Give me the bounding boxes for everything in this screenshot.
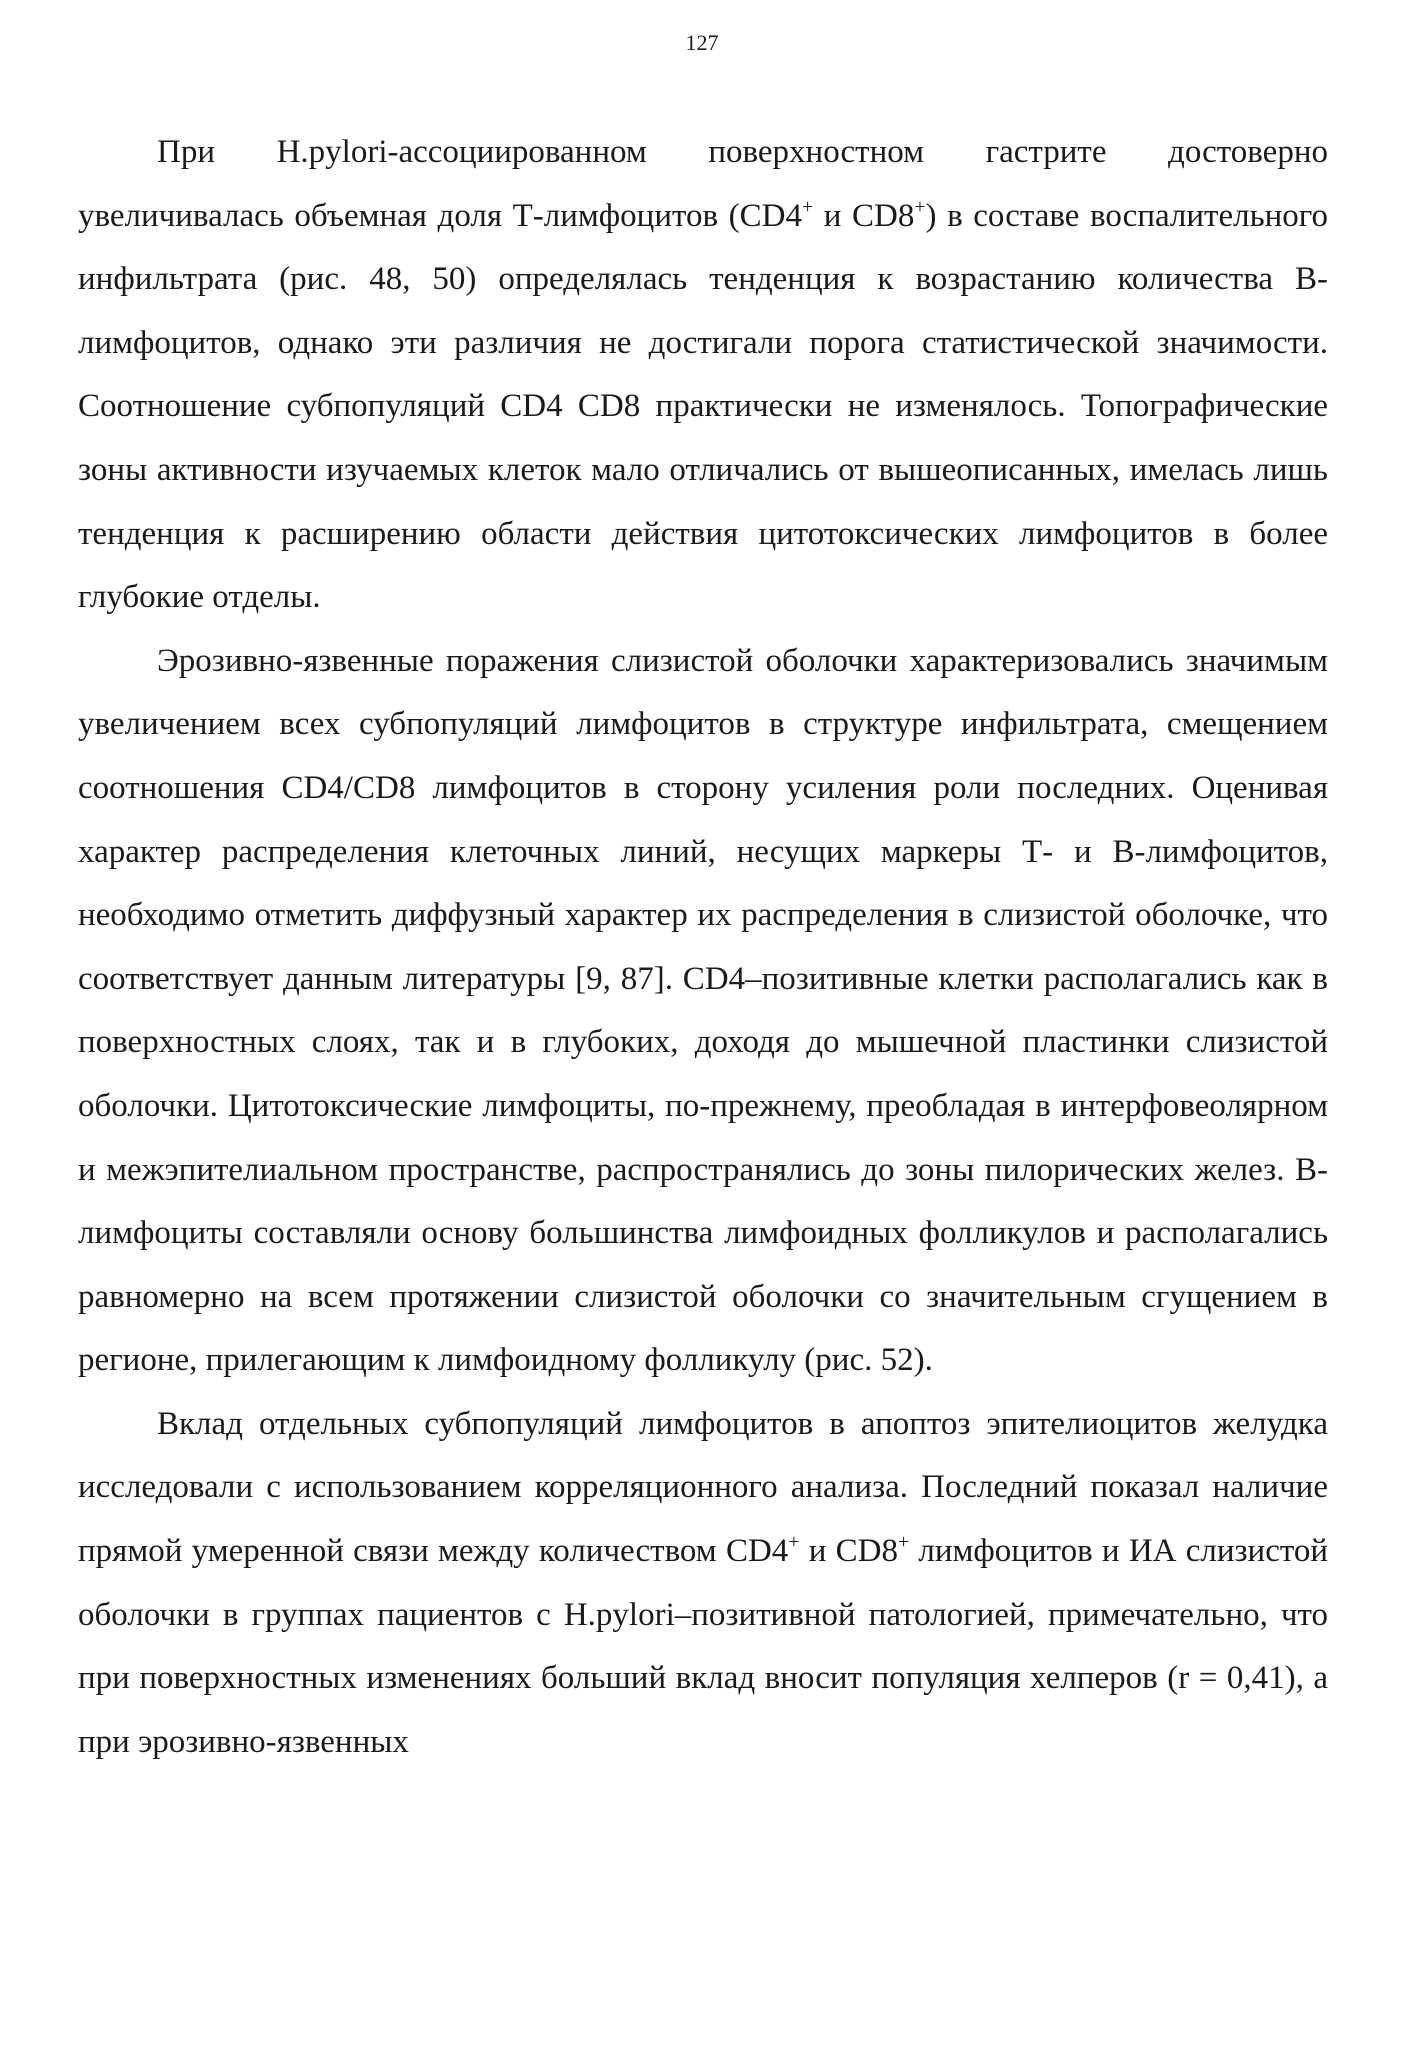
superscript: + (897, 1531, 910, 1554)
paragraph-3 (78, 1393, 1328, 1775)
body-text (78, 121, 1328, 1774)
text-run: и CD8 (799, 1533, 898, 1570)
text-run: ) в составе воспалительного инфильтрата (рис. 48, 50) определялась тенденция к возрастанию количества В-лимфоцитов, однако эти различия не достигали порога статистической значимости. Соотношение субпопуляций CD4 CD8 практически не изменялось. Топографические зоны активности изучаемых клеток мало отличались от вышеописанных, имелась лишь тенденция к расширению области действия цитотоксических лимфоцитов в более глубокие отделы. (78, 197, 1328, 616)
paragraph-2 (78, 630, 1328, 1393)
superscript: + (802, 195, 814, 218)
text-run: лимфоцитов и ИА слизистой оболочки в группах пациентов с H.pylori–позитивной патологией, примечательно, что при поверхностных изменениях больший вклад вносит популяция хелперов (r = 0,41), а при эрозивно-язвенных (78, 1533, 1328, 1760)
page-number: 127 (685, 30, 719, 55)
superscript: + (914, 195, 926, 218)
text-run: При H.pylori-ассоциированном поверхностном гастрите достоверно увеличивалась объемная доля Т-лимфоцитов (CD4 (78, 134, 1328, 234)
text-run: и CD8 (813, 197, 915, 234)
paragraph-1 (78, 121, 1328, 630)
text-run: Вклад отдельных субпопуляций лимфоцитов в апоптоз эпителиоцитов желудка исследовали с использованием корреляционного анализа. Последний показал наличие прямой умеренной связи между количеством CD4 (78, 1405, 1328, 1570)
superscript: + (788, 1531, 800, 1554)
text-run: Эрозивно-язвенные поражения слизистой оболочки характеризовались значимым увеличением всех субпопуляций лимфоцитов в структуре инфильтрата, смещением соотношения CD4/CD8 лимфоцитов в сторону усиления роли последних. Оценивая характер распределения клеточных линий, несущих маркеры Т- и В-лимфоцитов, необходимо отметить диффузный характер их распределения в слизистой оболочке, что соответствует данным литературы [9, 87]. CD4–позитивные клетки располагались как в поверхностных слоях, так и в глубоких, доходя до мышечной пластинки слизистой оболочки. Цитотоксические лимфоциты, по-прежнему, преобладая в интерфовеолярном и межэпителиальном пространстве, распространялись до зоны пилорических желез. В-лимфоциты составляли основу большинства лимфоидных фолликулов и располагались равномерно на всем протяжении слизистой оболочки со значительным сгущением в регионе, прилегающим к лимфоидному фолликулу (рис. 52). (78, 642, 1328, 1379)
